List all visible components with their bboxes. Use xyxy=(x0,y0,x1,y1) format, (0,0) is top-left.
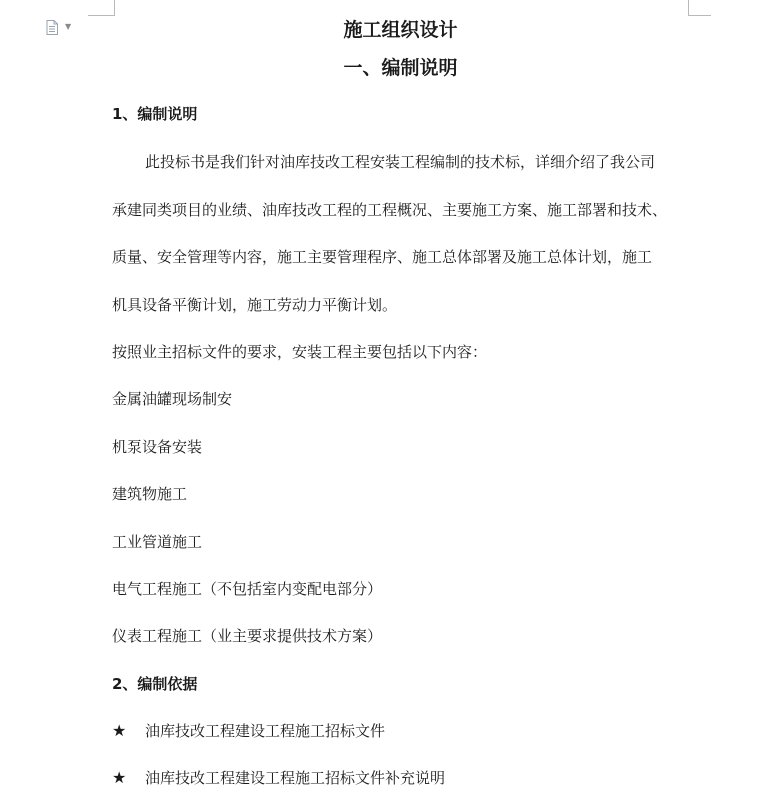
caret-down-icon[interactable]: ▼ xyxy=(65,22,72,31)
scope-item: 金属油罐现场制安 xyxy=(112,390,233,408)
paragraph-line: 承建同类项目的业绩、油库技改工程的工程概况、主要施工方案、施工部署和技术、 xyxy=(112,201,668,219)
page-margin-corner-right xyxy=(688,0,711,16)
scope-item: 工业管道施工 xyxy=(112,533,203,551)
section-2-heading: 2、编制依据 xyxy=(112,675,198,693)
scope-item: 仪表工程施工（业主要求提供技术方案） xyxy=(112,627,383,645)
scope-item: 建筑物施工 xyxy=(112,485,188,503)
basis-list-item xyxy=(112,721,385,741)
scope-item: 机泵设备安装 xyxy=(112,438,203,456)
section-1-heading: 1、编制说明 xyxy=(112,105,198,123)
scope-intro: 按照业主招标文件的要求，安装工程主要包括以下内容： xyxy=(112,343,488,361)
basis-item-text: 油库技改工程建设工程施工招标文件补充说明 xyxy=(145,769,446,787)
document-title: 施工组织设计 xyxy=(343,19,458,41)
document-subtitle: 一、编制说明 xyxy=(343,57,458,79)
page-margin-corner-left xyxy=(88,0,115,16)
paragraph-line: 此投标书是我们针对油库技改工程安装工程编制的技术标，详细介绍了我公司 xyxy=(145,153,656,171)
scope-item: 电气工程施工（不包括室内变配电部分） xyxy=(112,580,383,598)
paragraph-line: 质量、安全管理等内容，施工主要管理程序、施工总体部署及施工总体计划，施工 xyxy=(112,248,653,266)
star-bullet-icon: ★ xyxy=(112,768,127,787)
basis-item-text: 油库技改工程建设工程施工招标文件 xyxy=(145,722,386,740)
paragraph-line: 机具设备平衡计划，施工劳动力平衡计划。 xyxy=(112,296,398,314)
star-bullet-icon: ★ xyxy=(112,721,127,740)
basis-list-item xyxy=(112,768,445,788)
